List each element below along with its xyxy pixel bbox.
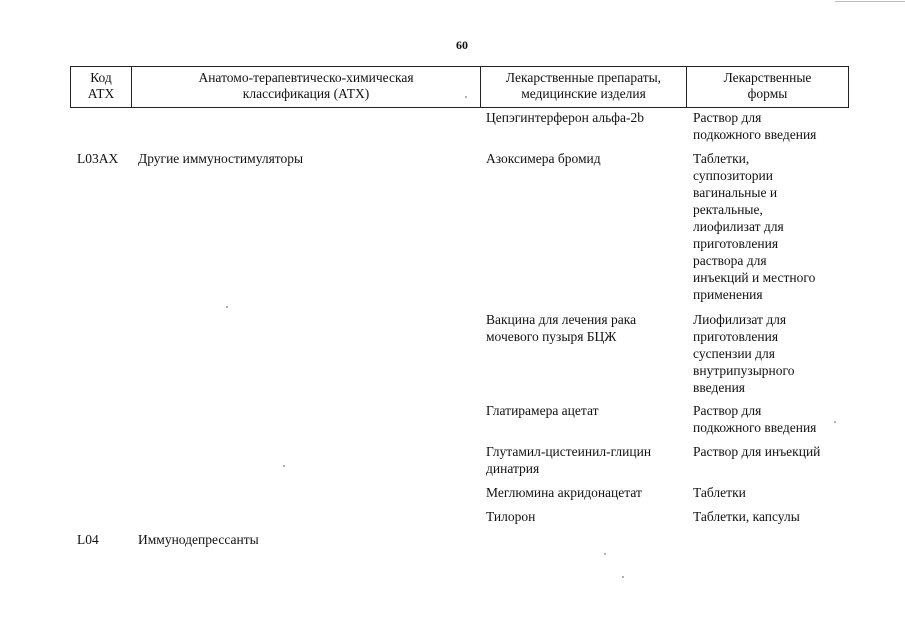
row-3-form: Раствор для подкожного введения [693, 403, 817, 435]
row-2-drug: Вакцина для лечения рака мочевого пузыря БЦЖ [486, 312, 637, 344]
scan-speck [283, 465, 285, 467]
row-1-drug: Азоксимера бромид [486, 151, 601, 166]
row-4-form: Раствор для инъекций [693, 444, 821, 459]
row-1-form: Таблетки, суппозитории вагинальные и ректальные, лиофилизат для приготовления раствора для инъекций и местного применения [693, 151, 816, 302]
row-6-drug: Тилорон [486, 509, 536, 524]
table-header [70, 66, 849, 108]
row-4-drug: Глутамил-цистеинил-глицин динатрия [486, 444, 652, 476]
row-2-form: Лиофилизат для приготовления суспензии для внутрипузырного введения [693, 312, 795, 395]
header-drugs-devices: Лекарственные препараты, медицинские изделия [481, 67, 687, 107]
row-1-classification: Другие иммуностимуляторы [138, 151, 304, 166]
scan-speck [604, 553, 606, 555]
row-5-drug: Меглюмина акридонацетат [486, 485, 642, 500]
scan-speck [226, 306, 228, 308]
row-3-drug: Глатирамера ацетат [486, 403, 599, 418]
header-atx-classification: Анатомо-терапевтическо-химическая классификация (АТХ) [132, 67, 481, 107]
scan-speck [622, 576, 624, 578]
row-6-form: Таблетки, капсулы [693, 509, 800, 524]
scan-edge-line [835, 1, 905, 2]
page-number: 60 [456, 38, 468, 52]
scan-speck [465, 96, 467, 98]
scan-speck [834, 421, 836, 423]
row-7-code: L04 [77, 532, 99, 547]
row-0-form: Раствор для подкожного введения [693, 110, 817, 142]
row-5-form: Таблетки [693, 485, 746, 500]
row-0-drug: Цепэгинтерферон альфа-2b [486, 110, 644, 125]
header-dosage-forms: Лекарственные формы [723, 70, 812, 101]
header-code-atx: Код АТХ [71, 67, 132, 107]
row-7-classification: Иммунодепрессанты [138, 532, 259, 547]
row-1-code: L03AX [77, 151, 119, 166]
